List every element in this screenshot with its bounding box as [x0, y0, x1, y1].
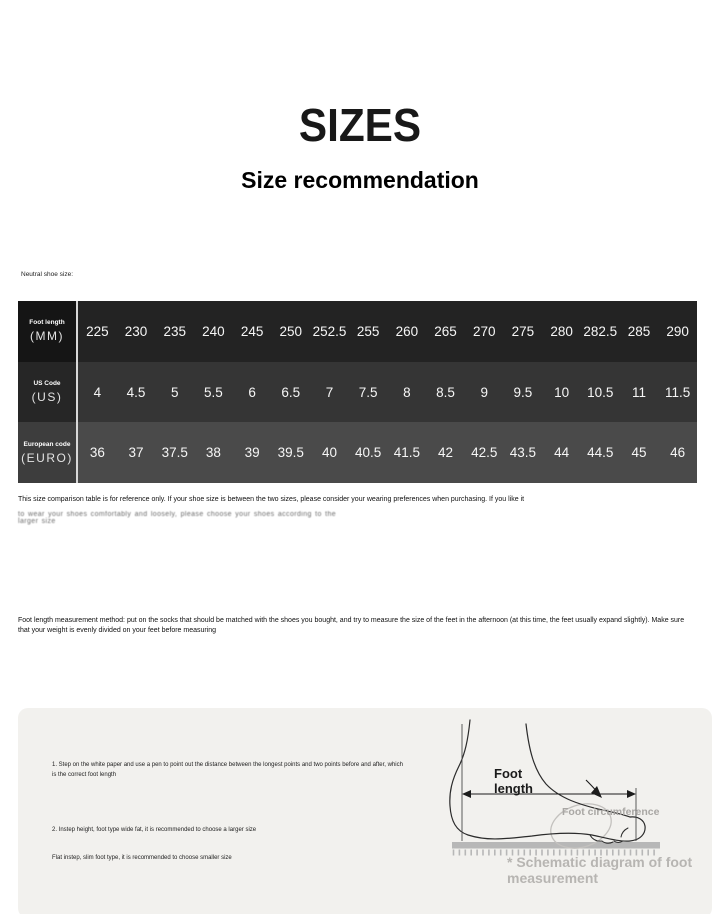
size-value-cell: 260	[395, 323, 419, 339]
row-label: Foot length	[29, 319, 65, 327]
size-value-cell: 285	[627, 323, 651, 339]
row-label: US Code	[33, 380, 61, 387]
page-subtitle: Size recommendation	[241, 167, 479, 193]
size-value-cell: 44	[554, 445, 570, 461]
measurement-method-note: Foot length measurement method: put on the socks that should be matched with the shoes you bought, and try to measure the size of the feet in the afternoon (at this time, the feet usually expand slightly). Make sure that your weight is evenly divided on your feet before measuring	[18, 617, 685, 635]
size-table-row-2	[18, 422, 697, 483]
size-value-cell: 42.5	[471, 445, 498, 461]
illegible-note: to wear your shoes comfortably and loosely, please choose your shoes according to the larger size	[18, 511, 337, 525]
size-value-cell: 265	[434, 323, 457, 339]
table-caption: Neutral shoe size:	[21, 271, 74, 278]
size-value-cell: 282.5	[583, 323, 618, 339]
size-value-cell: 40	[321, 445, 337, 461]
arrowhead-right	[627, 790, 636, 798]
size-value-cell: 280	[550, 323, 573, 339]
row-unit: (EURO)	[21, 450, 73, 465]
size-value-cell: 36	[89, 445, 105, 461]
size-value-cell: 5.5	[204, 384, 223, 400]
instruction-step-1: 1. Step on the white paper and use a pen to point out the distance between the longest points and two points before and after, which is the correct foot length	[52, 762, 403, 779]
size-value-cell: 7.5	[358, 384, 378, 400]
measurement-panel	[18, 708, 712, 914]
size-value-cell: 5	[170, 384, 179, 400]
foot-circumference-label: Foot circumference	[562, 806, 660, 818]
size-value-cell: 11.5	[665, 384, 691, 400]
size-table-row-1	[18, 362, 697, 423]
size-value-cell: 8.5	[436, 384, 455, 400]
circumference-arrowhead	[591, 786, 602, 798]
size-value-cell: 46	[670, 445, 686, 461]
size-value-cell: 39	[244, 445, 260, 461]
instruction-step-3: Flat instep, slim foot type, it is recommended to choose smaller size	[52, 855, 232, 861]
size-value-cell: 11	[631, 384, 646, 400]
size-value-cell: 230	[124, 323, 148, 339]
row-label: European code	[23, 440, 71, 448]
row-header	[18, 422, 78, 483]
size-value-cell: 250	[279, 323, 303, 339]
size-value-cell: 45	[631, 445, 647, 461]
size-value-cell: 42	[438, 445, 454, 461]
size-value-cell: 6.5	[281, 384, 301, 400]
instruction-step-2: 2. Instep height, foot type wide fat, it is recommended to choose a larger size	[52, 827, 257, 833]
row-header	[18, 301, 78, 362]
diagram-caption: * Schematic diagram of foot measurement	[507, 854, 693, 887]
row-unit: (MM)	[30, 329, 64, 344]
foot-measurement-diagram	[440, 714, 670, 864]
reference-note: This size comparison table is for reference only. If your shoe size is between the two sizes, please consider your wearing preferences when purchasing. If you like it	[18, 496, 525, 503]
size-value-cell: 10	[554, 384, 570, 400]
size-value-cell: 8	[403, 384, 411, 400]
size-value-cell: 9	[480, 384, 488, 400]
page-title: SIZES	[298, 99, 422, 151]
size-value-cell: 225	[86, 323, 109, 339]
size-value-cell: 235	[163, 323, 186, 339]
foot-length-label: Foot length	[494, 766, 533, 796]
size-value-cell: 4	[93, 384, 102, 400]
size-value-cell: 240	[202, 323, 225, 339]
size-value-cell: 7	[325, 384, 334, 400]
size-table	[18, 301, 697, 483]
size-value-cell: 44.5	[587, 445, 614, 461]
size-value-cell: 37.5	[161, 445, 188, 461]
size-value-cell: 290	[666, 323, 689, 339]
size-value-cell: 43.5	[509, 445, 537, 461]
size-value-cell: 41.5	[393, 445, 420, 461]
size-value-cell: 6	[248, 384, 256, 400]
arrowhead-left	[462, 790, 471, 798]
size-value-cell: 4.5	[126, 384, 146, 400]
size-value-cell: 10.5	[587, 384, 614, 400]
size-value-cell: 255	[356, 323, 380, 339]
size-value-cell: 252.5	[312, 323, 347, 339]
size-value-cell: 275	[511, 323, 535, 339]
size-value-cell: 39.5	[277, 445, 304, 461]
row-unit: (US)	[31, 390, 63, 404]
size-value-cell: 245	[240, 323, 264, 339]
row-header	[18, 362, 78, 423]
size-value-cell: 40.5	[355, 445, 382, 461]
size-value-cell: 9.5	[513, 384, 533, 400]
size-table-row-0	[18, 301, 697, 362]
size-value-cell: 38	[205, 445, 221, 461]
size-value-cell: 37	[128, 445, 144, 461]
size-value-cell: 270	[472, 323, 496, 339]
